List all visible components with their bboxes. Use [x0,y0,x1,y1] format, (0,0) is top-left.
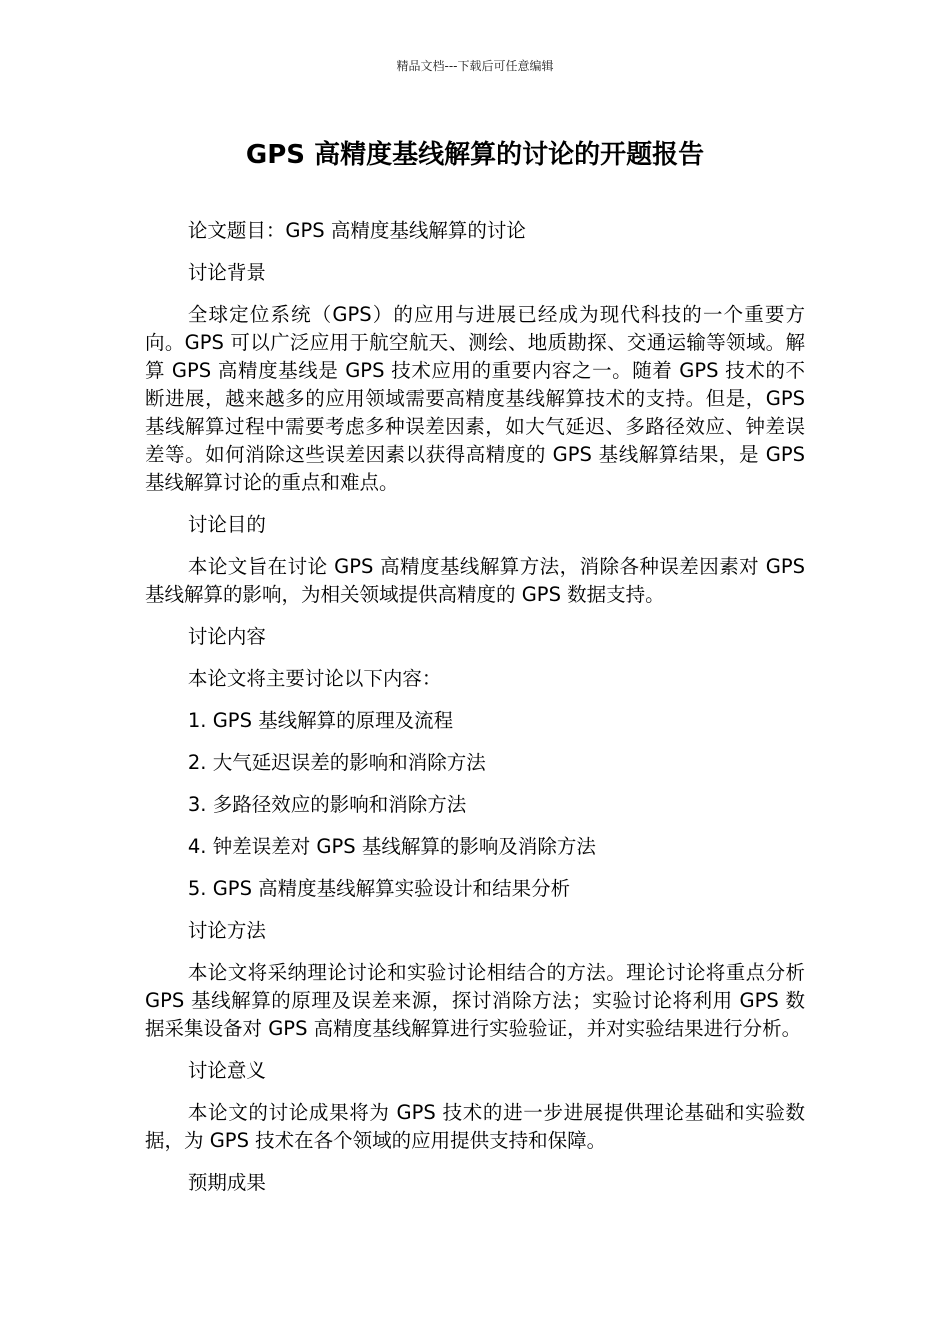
list-item: 2. 大气延迟误差的影响和消除方法 [187,751,486,774]
paragraph-method: 本论文将采纳理论讨论和实验讨论相结合的方法。理论讨论将重点分析 GPS 基线解算的原理及误差来源，探讨消除方法；实验讨论将利用 GPS 数据采集设备对 GPS 高精度基线解算进行实验验证，并对实验结果进行分析。 [145,961,805,1040]
list-item: 4. 钟差误差对 GPS 基线解算的影响及消除方法 [187,835,596,858]
section-heading-expected: 预期成果 [187,1171,266,1194]
paragraph-purpose: 本论文旨在讨论 GPS 高精度基线解算方法，消除各种误差因素对 GPS 基线解算的影响，为相关领域提供高精度的 GPS 数据支持。 [145,555,805,606]
paragraph-content-intro: 本论文将主要讨论以下内容： [187,667,442,690]
section-heading-background: 讨论背景 [187,261,266,284]
list-item: 1. GPS 基线解算的原理及流程 [187,709,454,732]
list-item: 3. 多路径效应的影响和消除方法 [187,793,467,816]
section-heading-significance: 讨论意义 [187,1059,266,1082]
page-header: 精品文档---下载后可任意编辑 [396,59,554,73]
list-item: 5. GPS 高精度基线解算实验设计和结果分析 [187,877,571,900]
section-heading-purpose: 讨论目的 [187,513,266,536]
paragraph-background: 全球定位系统（GPS）的应用与进展已经成为现代科技的一个重要方向。GPS 可以广泛应用于航空航天、测绘、地质勘探、交通运输等领域。解算 GPS 高精度基线是 GPS 技术应用的重要内容之一。随着 GPS 技术的不断进展，越来越多的应用领域需要高精度基线解算技术的支持。但是，GPS 基线解算过程中需要考虑多种误差因素，如大气延迟、多路径效应、钟差误差等。如何消除这些误差因素以获得高精度的 GPS 基线解算结果，是 GPS 基线解算讨论的重点和难点。 [145,303,805,494]
section-heading-method: 讨论方法 [187,919,266,942]
document-title: GPS 高精度基线解算的讨论的开题报告 [245,140,705,170]
section-heading-content: 讨论内容 [187,625,266,648]
paragraph-significance: 本论文的讨论成果将为 GPS 技术的进一步进展提供理论基础和实验数据，为 GPS 技术在各个领域的应用提供支持和保障。 [145,1101,805,1152]
document-body [145,217,805,1211]
thesis-topic: 论文题目：GPS 高精度基线解算的讨论 [187,219,526,242]
